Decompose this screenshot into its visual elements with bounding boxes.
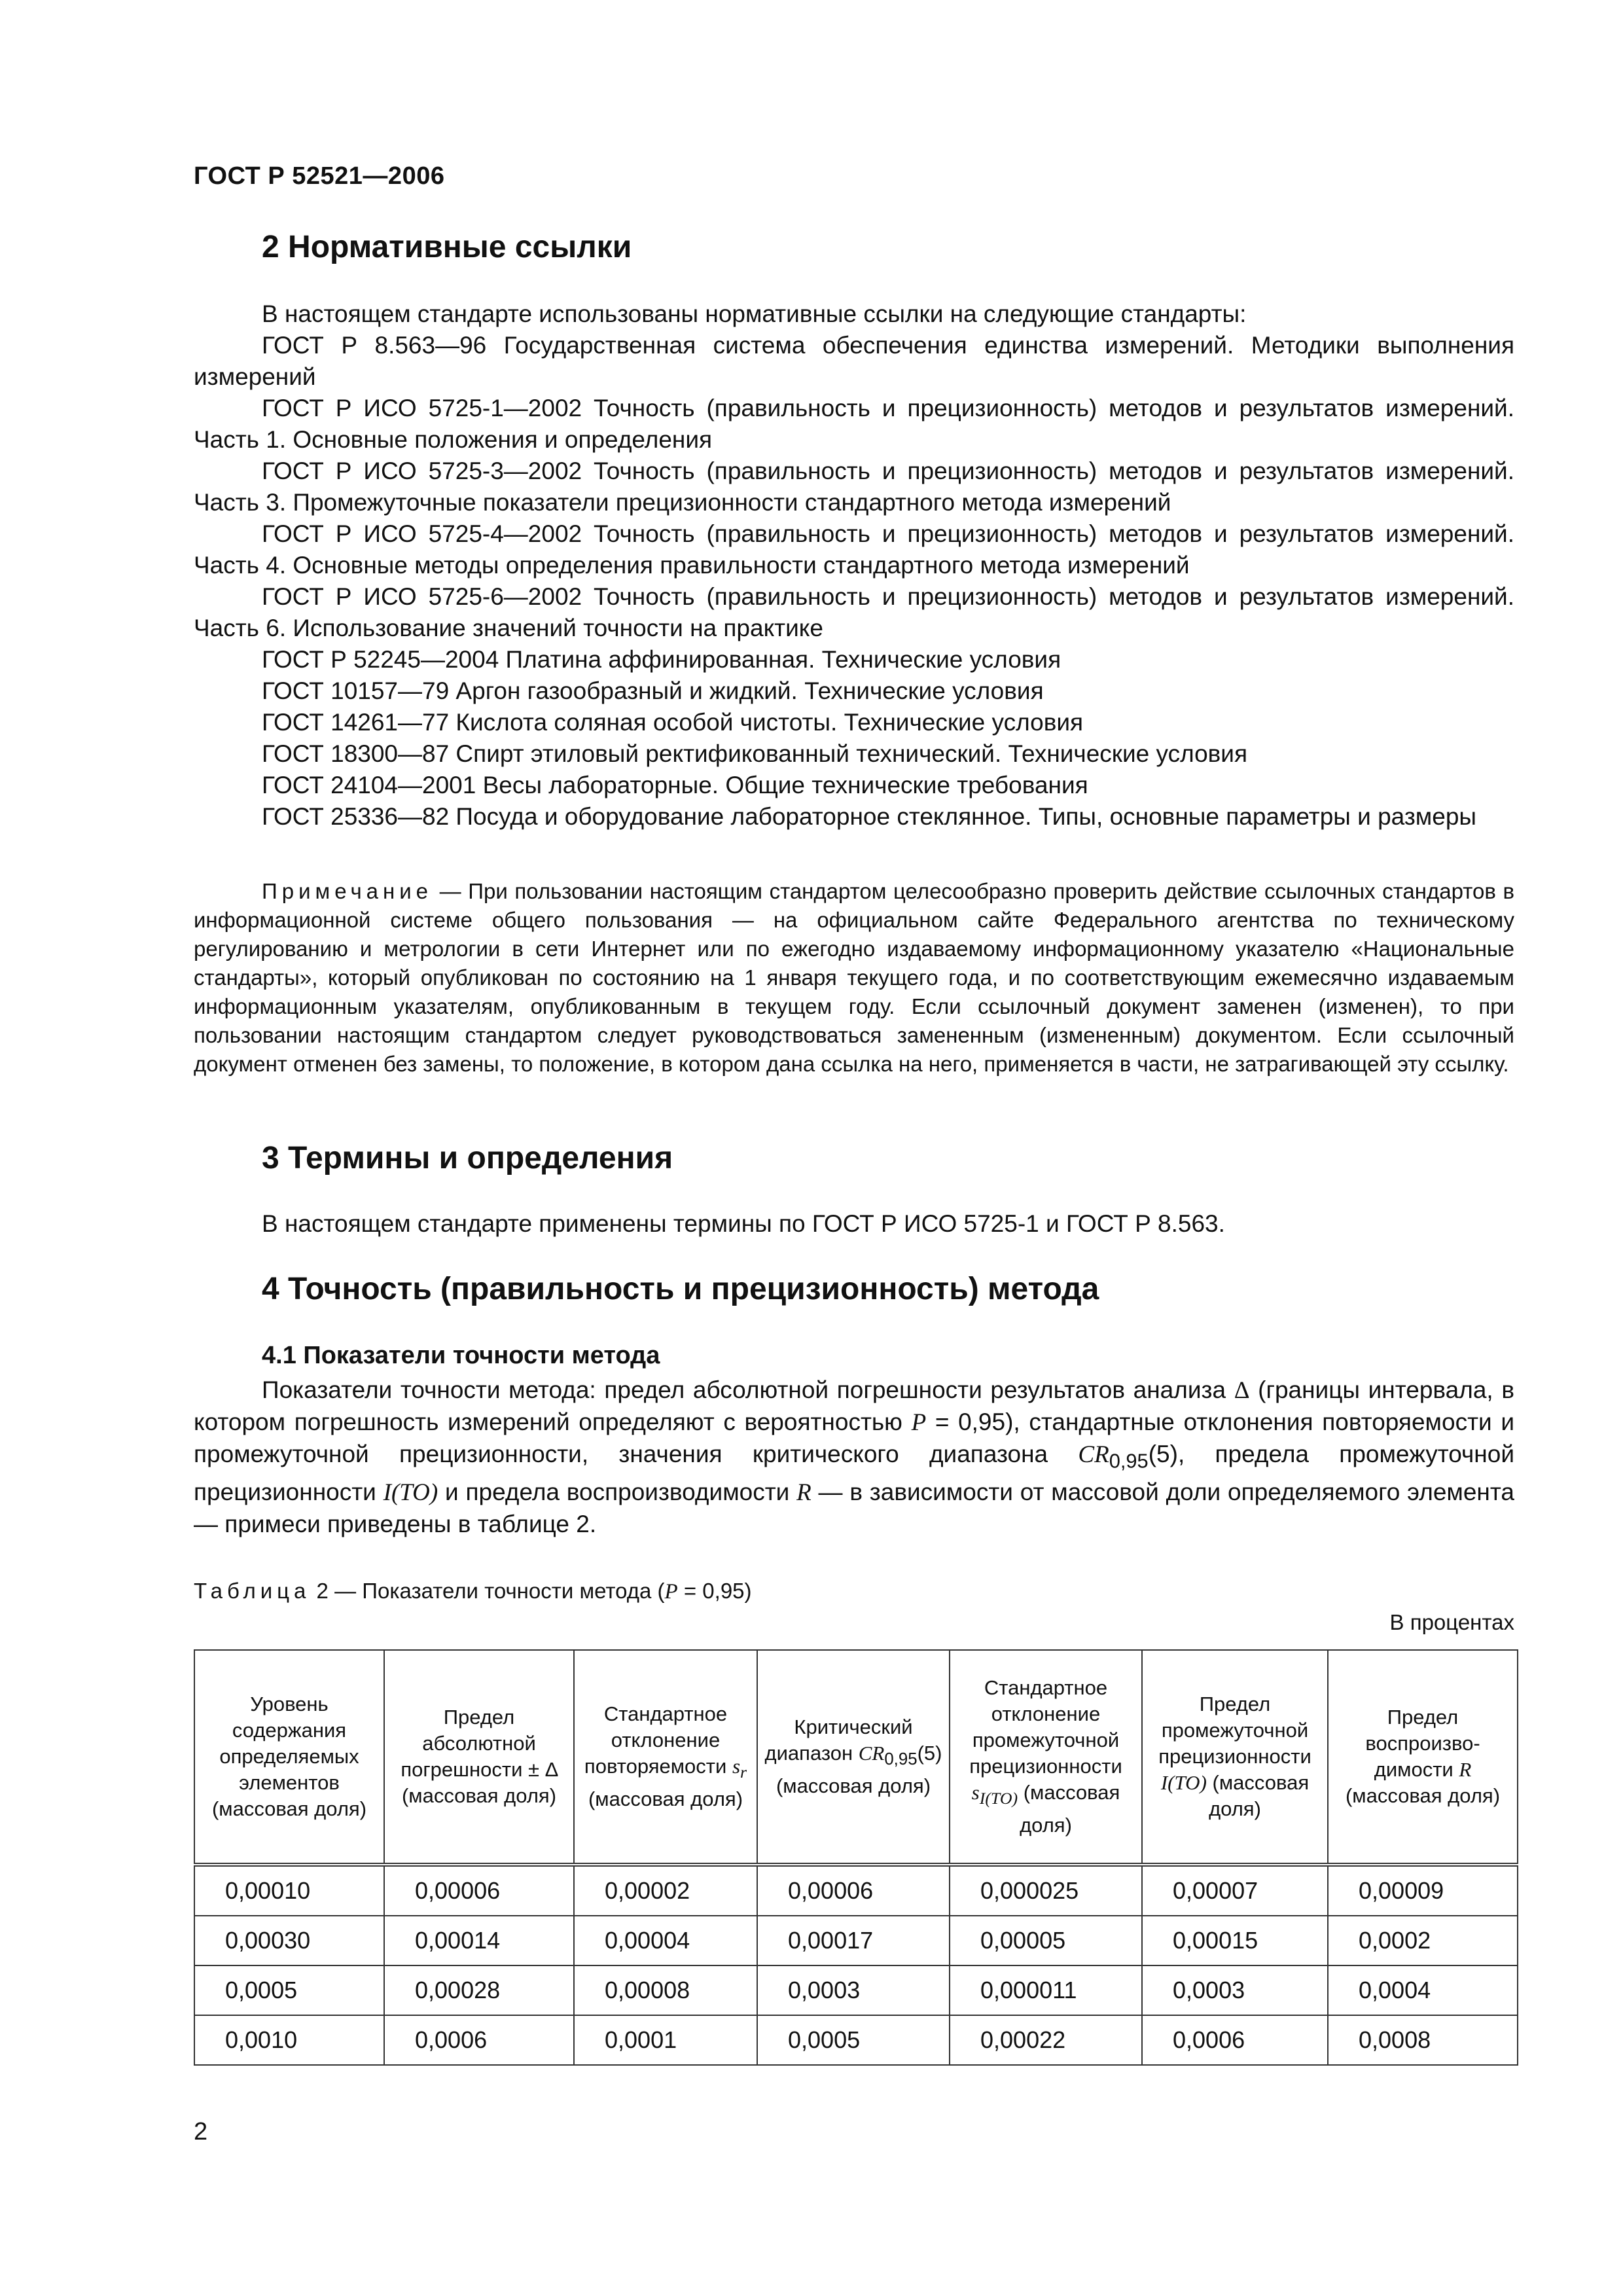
table-row bbox=[194, 2015, 1518, 2065]
header-repeatability-sd bbox=[574, 1650, 757, 1865]
document-header: ГОСТ Р 52521—2006 bbox=[194, 162, 445, 190]
header-text: (массовая доля) bbox=[1018, 1781, 1120, 1837]
r-symbol: R bbox=[1459, 1758, 1472, 1781]
caption-p-symbol: P bbox=[664, 1580, 678, 1604]
table-cell: 0,00014 bbox=[384, 1916, 574, 1965]
reference-item: ГОСТ Р ИСО 5725-4—2002 Точность (правильность и прецизионность) методов и результатов измерений. Часть 4. Основные методы определения правильности стандартного метода измерений bbox=[194, 520, 1514, 579]
s-symbol: s bbox=[971, 1781, 980, 1804]
text-fragment: и предела воспроизводимости bbox=[438, 1479, 797, 1506]
header-intermediate-sd bbox=[950, 1650, 1142, 1865]
table-cell: 0,0002 bbox=[1328, 1916, 1518, 1965]
header-content-level bbox=[194, 1650, 384, 1865]
section-4-title: 4 Точность (правильность и прецизионность) метода bbox=[262, 1272, 1099, 1306]
note-text: — При пользовании настоящим стандартом целесообразно проверить действие ссылочных стандартов в информационной системе общего пользования — на официальном сайте Федерального агентства по техническому регулированию и метрологии в сети Интернет или по ежегодно издаваемому информационному указателю «Национальные стандарты», который опубликован по состоянию на 1 января текущего года, и по соответствующим ежемесячно издаваемым информационным указателям, опубликованным в текущем году. Если ссылочный документ заменен (изменен), то при пользовании настоящим стандартом следует руководствоваться замененным (измененным) документом. Если ссылочный документ отменен без замены, то положение, в котором дана ссылка на него, применяется в части, не затрагивающей эту ссылку. bbox=[194, 879, 1514, 1076]
caption-end: = 0,95) bbox=[677, 1579, 752, 1603]
accuracy-text bbox=[194, 1374, 1514, 1540]
table-cell: 0,00005 bbox=[950, 1916, 1142, 1965]
header-text: Критический диапазон bbox=[764, 1715, 913, 1765]
section-3-title: 3 Термины и определения bbox=[262, 1141, 673, 1175]
reference-item: ГОСТ 18300—87 Спирт этиловый ректификованный технический. Технические условия bbox=[262, 740, 1248, 767]
reference-item: ГОСТ Р ИСО 5725-3—2002 Точность (правильность и прецизионность) методов и результатов измерений. Часть 3. Промежуточные показатели прецизионности стандартного метода измерений bbox=[194, 457, 1514, 516]
table-cell: 0,00002 bbox=[574, 1865, 757, 1916]
page-number: 2 bbox=[194, 2118, 208, 2145]
table-cell: 0,00022 bbox=[950, 2015, 1142, 2065]
cr-symbol: CR bbox=[1078, 1441, 1109, 1468]
header-text: (массовая доля) bbox=[401, 1784, 557, 1807]
reference-item: ГОСТ 14261—77 Кислота соляная особой чистоты. Технические условия bbox=[262, 709, 1084, 736]
reference-item: ГОСТ 25336—82 Посуда и оборудование лабораторное стеклянное. Типы, основные параметры и размеры bbox=[262, 803, 1476, 830]
accuracy-table bbox=[194, 1649, 1518, 2066]
cr-symbol: CR bbox=[858, 1742, 885, 1765]
table-cell: 0,0001 bbox=[574, 2015, 757, 2065]
text-fragment: — в зависимости от массовой доли определяемого элемента — примеси приведены в таблице 2. bbox=[194, 1479, 1514, 1538]
note-label: Примечание bbox=[262, 879, 433, 903]
table-row bbox=[194, 1965, 1518, 2015]
header-critical-range bbox=[757, 1650, 950, 1865]
table-cell: 0,00008 bbox=[574, 1965, 757, 2015]
terms-text: В настоящем стандарте применены термины по ГОСТ Р ИСО 5725-1 и ГОСТ Р 8.563. bbox=[262, 1210, 1225, 1237]
table-cell: 0,000025 bbox=[950, 1865, 1142, 1916]
table-cell: 0,0004 bbox=[1328, 1965, 1518, 2015]
header-text: Предел воспроизво-димости bbox=[1365, 1706, 1480, 1781]
reference-item: ГОСТ Р 52245—2004 Платина аффинированная. Технические условия bbox=[262, 646, 1061, 673]
table-cell: 0,00030 bbox=[194, 1916, 384, 1965]
cr-subscript: 0,95 bbox=[1109, 1449, 1149, 1473]
header-text: Предел промежуточной прецизионности bbox=[1158, 1693, 1311, 1768]
table-cell: 0,00004 bbox=[574, 1916, 757, 1965]
delta-symbol: Δ bbox=[544, 1758, 558, 1781]
reference-item: ГОСТ Р ИСО 5725-1—2002 Точность (правильность и прецизионность) методов и результатов измерений. Часть 1. Основные положения и определения bbox=[194, 395, 1514, 453]
header-text: (массовая доля) bbox=[1345, 1784, 1501, 1807]
s-symbol: s bbox=[732, 1755, 741, 1778]
table-cell: 0,00006 bbox=[384, 1865, 574, 1916]
table-cell: 0,000011 bbox=[950, 1965, 1142, 2015]
table-row bbox=[194, 1865, 1518, 1916]
table-cell: 0,0006 bbox=[1142, 2015, 1328, 2065]
reference-item: ГОСТ Р ИСО 5725-6—2002 Точность (правильность и прецизионность) методов и результатов измерений. Часть 6. Использование значений точности на практике bbox=[194, 583, 1514, 641]
ito-subscript: I(TO) bbox=[979, 1789, 1018, 1808]
header-abs-error-limit bbox=[384, 1650, 574, 1865]
header-text: Стандартное отклонение промежуточной прецизионности bbox=[969, 1676, 1122, 1778]
header-reproducibility-limit bbox=[1328, 1650, 1518, 1865]
table-cell: 0,00006 bbox=[757, 1865, 950, 1916]
r-subscript: r bbox=[740, 1763, 747, 1782]
references-note bbox=[194, 877, 1514, 1079]
delta-symbol: Δ bbox=[1234, 1377, 1250, 1404]
table-cell: 0,00017 bbox=[757, 1916, 950, 1965]
table-cell: 0,0005 bbox=[757, 2015, 950, 2065]
table-cell: 0,00007 bbox=[1142, 1865, 1328, 1916]
table-cell: 0,0003 bbox=[1142, 1965, 1328, 2015]
accuracy-paragraph bbox=[194, 1374, 1514, 1540]
caption-label: Таблица bbox=[194, 1579, 311, 1603]
table-cell: 0,00028 bbox=[384, 1965, 574, 2015]
subsection-4-1-title: 4.1 Показатели точности метода bbox=[262, 1342, 660, 1369]
caption-text: 2 — Показатели точности метода ( bbox=[310, 1579, 665, 1603]
table-cell: 0,0003 bbox=[757, 1965, 950, 2015]
references-intro: В настоящем стандарте использованы нормативные ссылки на следующие стандарты: bbox=[262, 300, 1247, 327]
section-2-title: 2 Нормативные ссылки bbox=[262, 230, 632, 264]
reference-item: ГОСТ 24104—2001 Весы лабораторные. Общие технические требования bbox=[262, 772, 1088, 798]
header-text: Уровень содержания определяемых элементов (массовая доля) bbox=[211, 1693, 367, 1820]
r-symbol: R bbox=[796, 1479, 812, 1507]
table-cell: 0,0006 bbox=[384, 2015, 574, 2065]
cr-subscript: 0,95 bbox=[884, 1750, 918, 1769]
terms-text-block bbox=[194, 1208, 1514, 1240]
ito-symbol: I(TO) bbox=[1160, 1771, 1207, 1794]
header-text: Стандартное отклонение повторяемости bbox=[584, 1702, 732, 1778]
text-fragment: (5), предела промежуточной прецизионности bbox=[194, 1441, 1514, 1506]
table-cell: 0,00009 bbox=[1328, 1865, 1518, 1916]
p-symbol: P bbox=[911, 1409, 927, 1436]
table-cell: 0,00010 bbox=[194, 1865, 384, 1916]
reference-item: ГОСТ Р 8.563—96 Государственная система обеспечения единства измерений. Методики выполнения измерений bbox=[194, 332, 1514, 390]
text-fragment: = 0,95), стандартные отклонения повторяемости и промежуточной прецизионности, значения критического диапазона bbox=[194, 1408, 1514, 1467]
table-cell: 0,0008 bbox=[1328, 2015, 1518, 2065]
header-text: Предел абсолютной погрешности ± bbox=[401, 1706, 545, 1781]
header-text: (массовая доля) bbox=[1206, 1771, 1310, 1820]
table-header-row bbox=[194, 1650, 1518, 1865]
table-caption bbox=[194, 1579, 1514, 1604]
normative-references bbox=[194, 298, 1514, 833]
text-fragment: Показатели точности метода: предел абсолютной погрешности результатов анализа bbox=[262, 1376, 1234, 1403]
header-text: (5) (массовая доля) bbox=[776, 1742, 942, 1797]
text-fragment: (границы интервала, в котором погрешность измерений определяют с вероятностью bbox=[194, 1376, 1514, 1435]
table-units: В процентах bbox=[1389, 1610, 1514, 1634]
ito-symbol: I(TO) bbox=[383, 1479, 438, 1507]
table-cell: 0,0010 bbox=[194, 2015, 384, 2065]
header-text: (массовая доля) bbox=[588, 1787, 743, 1810]
table-cell: 0,00015 bbox=[1142, 1916, 1328, 1965]
header-intermediate-limit bbox=[1142, 1650, 1328, 1865]
reference-item: ГОСТ 10157—79 Аргон газообразный и жидкий. Технические условия bbox=[262, 677, 1044, 704]
table-row bbox=[194, 1916, 1518, 1965]
table-cell: 0,0005 bbox=[194, 1965, 384, 2015]
